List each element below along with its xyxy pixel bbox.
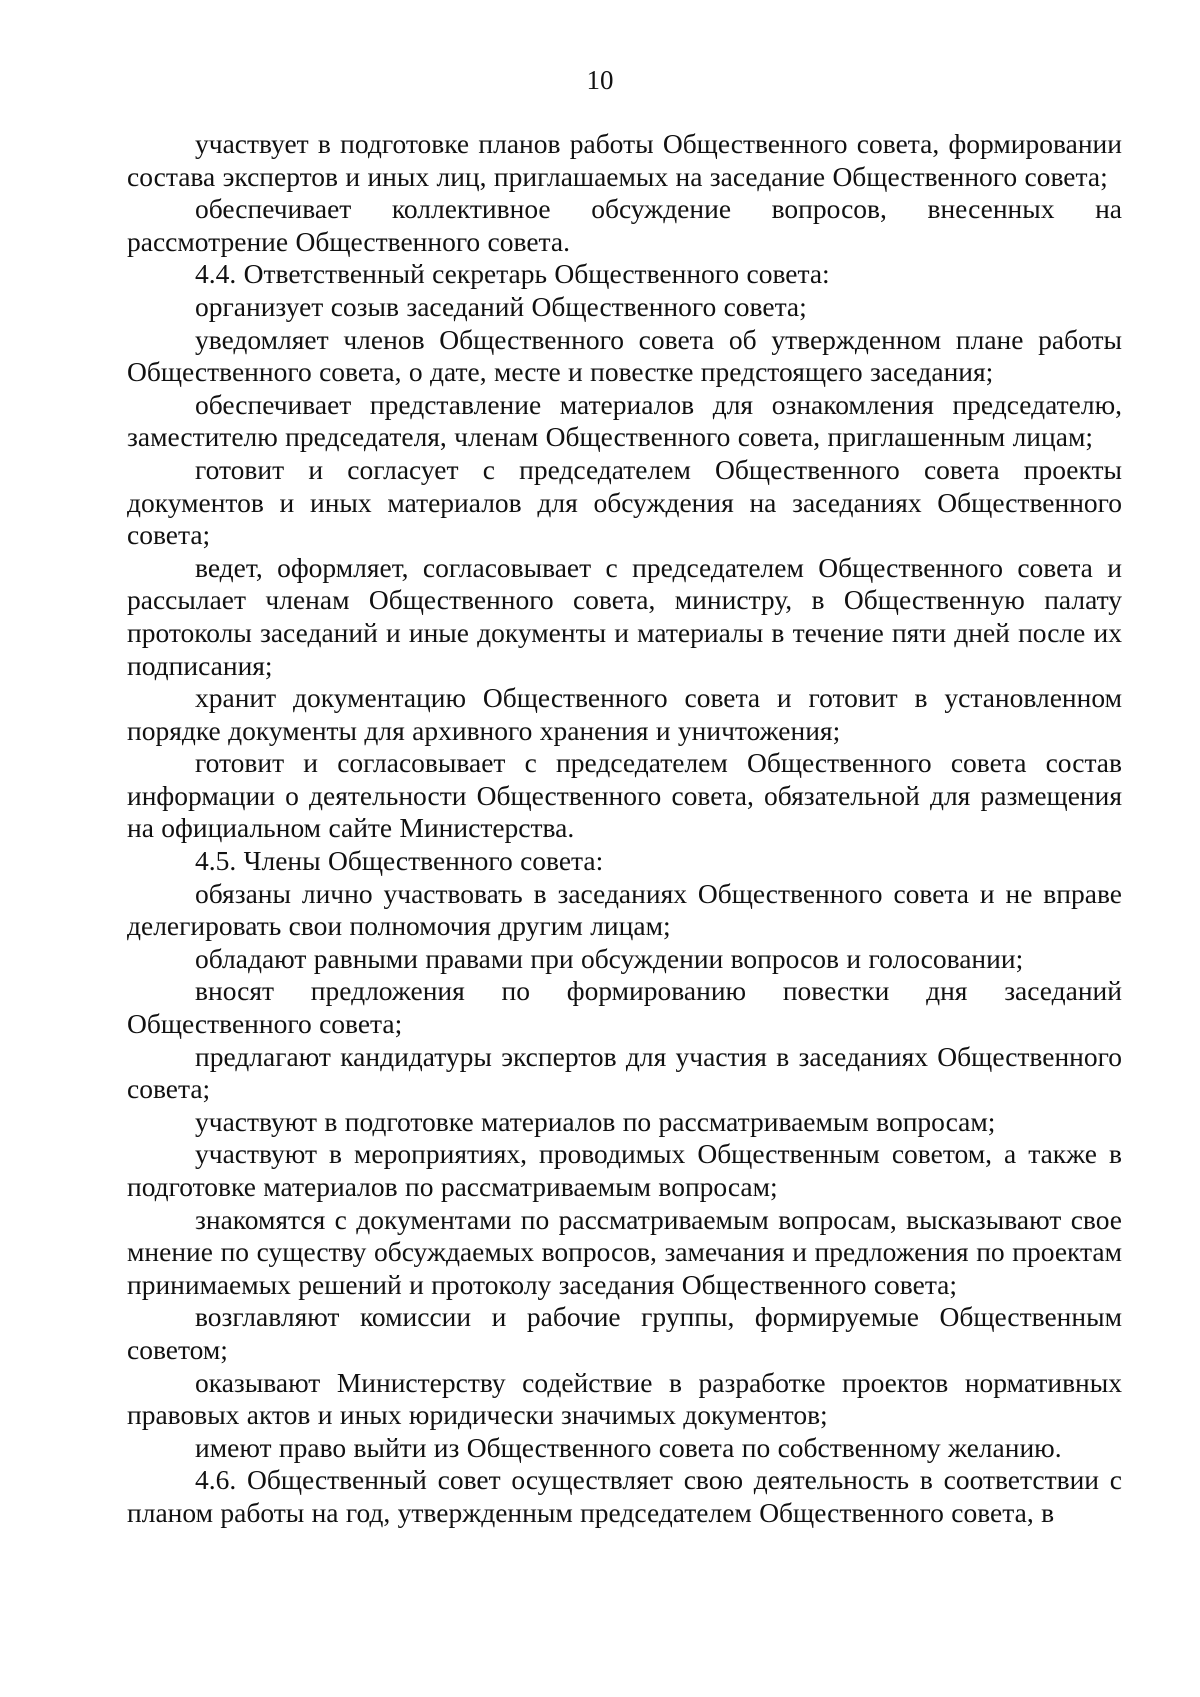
paragraph: уведомляет членов Общественного совета об утвержденном плане работы Общественного совета, о дате, месте и повестке предстоящего заседания; xyxy=(127,323,1122,388)
paragraph: обязаны лично участвовать в заседаниях Общественного совета и не вправе делегировать свои полномочия другим лицам; xyxy=(127,877,1122,942)
paragraph: участвуют в подготовке материалов по рассматриваемым вопросам; xyxy=(195,1105,996,1137)
section-heading: 4.4. Ответственный секретарь Общественного совета: xyxy=(195,258,830,290)
paragraph: возглавляют комиссии и рабочие группы, формируемые Общественным советом; xyxy=(127,1301,1122,1365)
section-heading: 4.5. Члены Общественного совета: xyxy=(195,845,604,877)
paragraph: имеют право выйти из Общественного совета по собственному желанию. xyxy=(195,1431,1062,1463)
paragraph: 4.6. Общественный совет осуществляет свою деятельность в соответствии с планом работы на год, утвержденным председателем Общественного совета, в xyxy=(127,1464,1122,1528)
paragraph: готовит и согласует с председателем Общественного совета проекты документов и иных материалов для обсуждения на заседаниях Общественного совета; xyxy=(127,453,1122,551)
paragraph: оказывают Министерству содействие в разработке проектов нормативных правовых актов и иных юридически значимых документов; xyxy=(127,1366,1122,1431)
paragraph: обеспечивает коллективное обсуждение вопросов, внесенных на рассмотрение Общественного совета. xyxy=(127,193,1122,257)
paragraph: обеспечивает представление материалов для ознакомления председателю, заместителю председателя, членам Общественного совета, приглашенным лицам; xyxy=(127,388,1122,453)
paragraph: участвует в подготовке планов работы Общественного совета, формировании состава экспертов и иных лиц, приглашаемых на заседание Общественного совета; xyxy=(127,128,1122,192)
paragraph: предлагают кандидатуры экспертов для участия в заседаниях Общественного совета; xyxy=(127,1040,1122,1105)
paragraph: организует созыв заседаний Общественного совета; xyxy=(195,290,807,322)
paragraph: хранит документацию Общественного совета и готовит в установленном порядке документы для архивного хранения и уничтожения; xyxy=(127,682,1122,746)
paragraph: вносят предложения по формированию повестки дня заседаний Общественного совета; xyxy=(127,975,1122,1040)
paragraph: готовит и согласовывает с председателем Общественного совета состав информации о деятельности Общественного совета, обязательной для размещения на официальном сайте Министерства. xyxy=(127,747,1122,844)
document-body xyxy=(127,128,1122,1530)
paragraph: обладают равными правами при обсуждении вопросов и голосовании; xyxy=(195,942,1024,974)
paragraph: участвуют в мероприятиях, проводимых Общественным советом, а также в подготовке материалов по рассматриваемым вопросам; xyxy=(127,1138,1122,1202)
paragraph: знакомятся с документами по рассматриваемым вопросам, высказывают свое мнение по существу обсуждаемых вопросов, замечания и предложения по проектам принимаемых решений и протоколу заседания Общественного совета; xyxy=(127,1203,1122,1300)
paragraph: ведет, оформляет, согласовывает с председателем Общественного совета и рассылает членам Общественного совета, министру, в Общественную палату протоколы заседаний и иные документы и материалы в течение пяти дней после их подписания; xyxy=(127,551,1122,681)
page-number: 10 xyxy=(586,65,614,95)
